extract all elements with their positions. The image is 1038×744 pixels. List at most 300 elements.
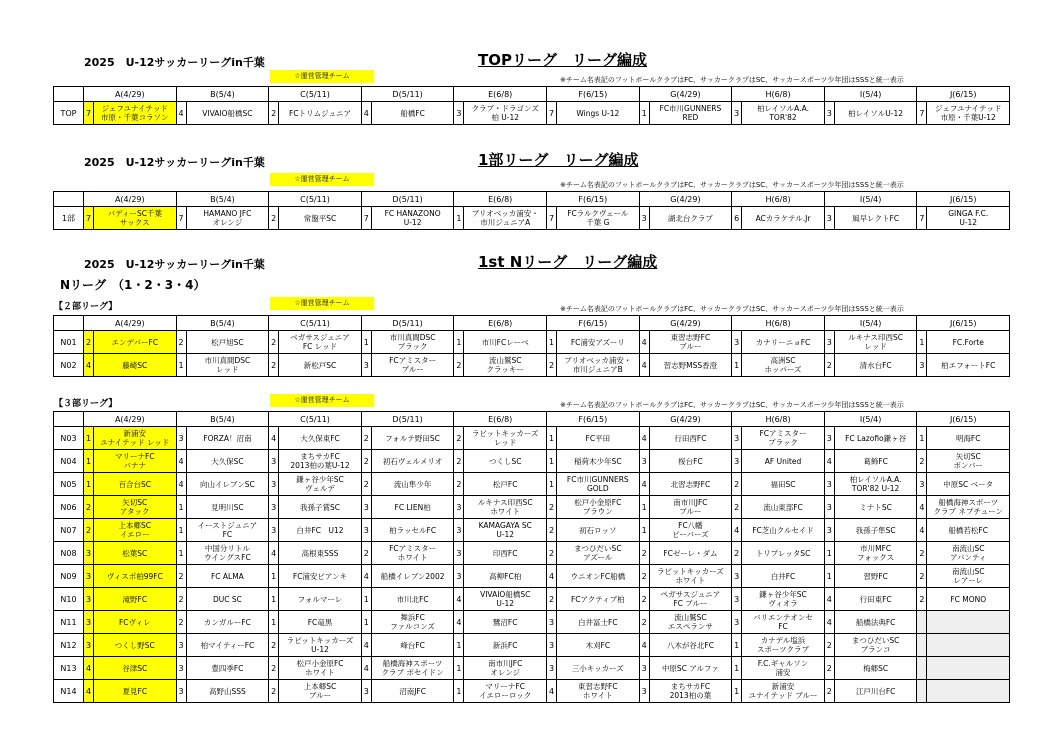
- team-name: 習志野MSS香澄: [649, 354, 732, 377]
- team-number: 1: [454, 331, 464, 354]
- team-name: 湖北台クラブ: [649, 207, 732, 230]
- team-number: 2: [269, 354, 279, 377]
- team-name: FC市川GUNNERS RED: [649, 102, 732, 125]
- note-div3: ※チーム名表記のフットボールクラブはFC、サッカークラブはSC、サッカースポーツ少年団はSSSと統一表示: [560, 401, 904, 409]
- team-number: 2: [732, 496, 742, 519]
- team-number: 3: [547, 634, 557, 657]
- team-number: 2: [732, 473, 742, 496]
- team-name: 白井冨士FC: [557, 611, 640, 634]
- team-name: FCラルクヴェール 千葉 G: [557, 207, 640, 230]
- team-name: HAMANO JFC オレンジ: [186, 207, 269, 230]
- league-title-n: 2025 U-12サッカーリーグin千葉: [84, 258, 265, 271]
- team-name: DUC SC: [186, 588, 269, 611]
- team-name: FC Lazofio鎌ヶ谷: [834, 427, 917, 450]
- team-number: 2: [361, 450, 371, 473]
- team-number: 4: [176, 450, 186, 473]
- team-number: 3: [269, 450, 279, 473]
- team-name: ラビットキッカーズ U-12: [279, 634, 362, 657]
- team-name: F.C.ギャルソン 浦安: [742, 657, 825, 680]
- team-name: 稲荷木少年SC: [557, 450, 640, 473]
- team-name: ジェフユナイテッド 市原・千葉U-12: [927, 102, 1010, 125]
- team-number: 2: [361, 542, 371, 565]
- team-number: 4: [176, 473, 186, 496]
- header-blank-cell: [54, 87, 84, 102]
- team-number: 6: [732, 207, 742, 230]
- header-cell: A(4/29): [84, 316, 177, 331]
- team-name: FC LIEN柏: [371, 496, 454, 519]
- header-cell: E(6/8): [454, 412, 547, 427]
- header-cell: E(6/8): [454, 192, 547, 207]
- team-number: 4: [454, 588, 464, 611]
- team-number: 2: [454, 354, 464, 377]
- team-number: 1: [454, 634, 464, 657]
- team-number: 3: [84, 588, 94, 611]
- team-name: 上本郷SC ブルー: [279, 680, 362, 703]
- team-number: 1: [732, 680, 742, 703]
- team-number: 3: [84, 611, 94, 634]
- team-name: FC竜黒: [279, 611, 362, 634]
- table-row: [54, 565, 1010, 588]
- team-number: 3: [732, 427, 742, 450]
- header-cell: J(6/15): [917, 412, 1010, 427]
- team-name: 峰台FC: [371, 634, 454, 657]
- team-number: 2: [269, 331, 279, 354]
- team-number: 1: [269, 565, 279, 588]
- header-cell: H(6/8): [732, 192, 825, 207]
- team-number: 4: [269, 427, 279, 450]
- team-number: 3: [732, 331, 742, 354]
- team-name: 初石ヴェルメリオ: [371, 450, 454, 473]
- div2-label: 【２部リーグ】: [54, 302, 118, 312]
- team-name: ジェフユナイテッド 市原・千葉コラソン: [94, 102, 177, 125]
- team-number: 3: [732, 450, 742, 473]
- team-number: 1: [824, 542, 834, 565]
- team-number: [917, 680, 927, 703]
- header-cell: D(5/11): [361, 412, 454, 427]
- team-number: 7: [84, 102, 94, 125]
- team-number: 1: [361, 588, 371, 611]
- team-number: 3: [454, 519, 464, 542]
- team-name: GINGA F.C. U-12: [927, 207, 1010, 230]
- league-title-div1: 2025 U-12サッカーリーグin千葉: [84, 156, 265, 169]
- team-number: 3: [824, 102, 834, 125]
- team-name: 松戸旭SC: [186, 331, 269, 354]
- header-cell: J(6/15): [917, 192, 1010, 207]
- table-row: [54, 519, 1010, 542]
- team-number: 2: [269, 102, 279, 125]
- header-cell: B(5/4): [176, 87, 269, 102]
- team-name: [927, 611, 1010, 634]
- team-name: 初石ロッソ: [557, 519, 640, 542]
- team-number: 3: [84, 634, 94, 657]
- team-number: 2: [269, 634, 279, 657]
- n-league-heading: 1st Nリーグ リーグ編成: [478, 253, 658, 271]
- team-number: 3: [361, 354, 371, 377]
- team-number: 4: [917, 519, 927, 542]
- header-cell: I(5/4): [824, 87, 917, 102]
- team-number: 4: [361, 634, 371, 657]
- team-number: 2: [361, 473, 371, 496]
- team-name: 風早レクトFC: [834, 207, 917, 230]
- team-name: FC浦安ビアンキ: [279, 565, 362, 588]
- team-number: 7: [84, 207, 94, 230]
- team-name: 木刈FC: [557, 634, 640, 657]
- team-number: 4: [361, 102, 371, 125]
- team-number: 4: [639, 427, 649, 450]
- team-name: 百合台SC: [94, 473, 177, 496]
- team-number: 3: [454, 102, 464, 125]
- team-name: 葛飾FC: [834, 450, 917, 473]
- team-number: 2: [84, 496, 94, 519]
- team-number: 2: [917, 588, 927, 611]
- team-number: 2: [917, 565, 927, 588]
- team-name: 北習志野FC: [649, 473, 732, 496]
- team-name: 明海FC: [927, 427, 1010, 450]
- team-name: 矢切SC ボンバー: [927, 450, 1010, 473]
- team-number: 2: [732, 542, 742, 565]
- team-name: FCアミスター ホワイト: [371, 542, 454, 565]
- team-number: 3: [917, 354, 927, 377]
- team-name: つくしSC: [464, 450, 547, 473]
- team-name: 柏エフォートFC: [927, 354, 1010, 377]
- team-name: ACカラケテル.Jr: [742, 207, 825, 230]
- team-name: まつひだいSC アズール: [557, 542, 640, 565]
- team-name: 高野山SSS: [186, 680, 269, 703]
- top-league-heading: TOPリーグ リーグ編成: [478, 51, 647, 69]
- team-number: 4: [84, 657, 94, 680]
- team-number: 2: [547, 496, 557, 519]
- team-number: 3: [732, 102, 742, 125]
- team-number: 2: [84, 331, 94, 354]
- team-number: 7: [917, 207, 927, 230]
- row-label: N06: [54, 496, 84, 519]
- team-number: 1: [547, 427, 557, 450]
- team-number: 7: [547, 102, 557, 125]
- team-name: 鎌ヶ谷少年SC ヴェルデ: [279, 473, 362, 496]
- table-row: [54, 354, 1010, 377]
- team-number: 3: [84, 542, 94, 565]
- team-name: ラビットキッカーズ レッド: [464, 427, 547, 450]
- team-number: 2: [639, 542, 649, 565]
- header-cell: J(6/15): [917, 87, 1010, 102]
- team-name: 新浜FC: [464, 634, 547, 657]
- row-label: N03: [54, 427, 84, 450]
- team-name: ブリオベッカ浦安・ 市川ジュニアA: [464, 207, 547, 230]
- team-number: 2: [176, 588, 186, 611]
- table-row: [54, 473, 1010, 496]
- team-name: 梅郷SC: [834, 657, 917, 680]
- league-title-top: 2025 U-12サッカーリーグin千葉: [84, 56, 265, 69]
- table-row: [54, 331, 1010, 354]
- team-number: 3: [824, 473, 834, 496]
- team-number: 4: [84, 354, 94, 377]
- team-number: 4: [547, 565, 557, 588]
- team-name: カンガルーFC: [186, 611, 269, 634]
- unei-label-div3: ☆運営管理チーム: [270, 394, 374, 407]
- team-number: 2: [639, 565, 649, 588]
- div1-league-table: [53, 191, 1010, 230]
- header-blank-cell: [54, 412, 84, 427]
- team-number: 2: [454, 427, 464, 450]
- team-number: 1: [84, 427, 94, 450]
- header-cell: B(5/4): [176, 316, 269, 331]
- div2-league-table: [53, 315, 1010, 377]
- team-number: 3: [361, 680, 371, 703]
- team-number: 4: [639, 354, 649, 377]
- header-cell: I(5/4): [824, 412, 917, 427]
- team-number: 3: [269, 496, 279, 519]
- team-name: 南流山SC アバンティ: [927, 542, 1010, 565]
- team-name: 市川北FC: [371, 588, 454, 611]
- team-name: 新松戸SC: [279, 354, 362, 377]
- team-number: 2: [639, 611, 649, 634]
- table-row: [54, 657, 1010, 680]
- team-name: ペガサスジュニア FC ブルー: [649, 588, 732, 611]
- n-league-subtitle: Nリーグ （1・2・3・4）: [60, 278, 206, 292]
- team-number: 2: [361, 427, 371, 450]
- team-number: 3: [917, 473, 927, 496]
- team-name: 南市川JFC ブルー: [649, 496, 732, 519]
- team-number: 2: [454, 473, 464, 496]
- team-name: FC ALMA: [186, 565, 269, 588]
- team-name: FCゼーレ・ダム: [649, 542, 732, 565]
- note-div1: ※チーム名表記のフットボールクラブはFC、サッカークラブはSC、サッカースポーツ少年団はSSSと統一表示: [560, 181, 904, 189]
- team-name: ルキナス印西SC ホワイト: [464, 496, 547, 519]
- team-number: 3: [269, 473, 279, 496]
- team-name: 沼南JFC: [371, 680, 454, 703]
- team-number: 3: [176, 657, 186, 680]
- team-name: 松戸小金原FC ブラウン: [557, 496, 640, 519]
- team-number: 4: [84, 680, 94, 703]
- team-name: FC八幡 ビーバーズ: [649, 519, 732, 542]
- team-name: エンデバーFC: [94, 331, 177, 354]
- div1-league-heading: 1部リーグ リーグ編成: [478, 151, 639, 169]
- header-cell: A(4/29): [84, 412, 177, 427]
- row-label: N04: [54, 450, 84, 473]
- team-name: まつひだいSC ブランコ: [834, 634, 917, 657]
- team-number: 4: [639, 331, 649, 354]
- team-number: 1: [176, 519, 186, 542]
- team-name: 中原SC ベータ: [927, 473, 1010, 496]
- team-number: 3: [639, 657, 649, 680]
- team-name: 藤崎SC: [94, 354, 177, 377]
- team-number: 1: [547, 331, 557, 354]
- team-name: FC芝山クルセイド: [742, 519, 825, 542]
- team-number: 4: [454, 611, 464, 634]
- table-row: [54, 680, 1010, 703]
- team-name: クラブ・ドラゴンズ 柏 U-12: [464, 102, 547, 125]
- team-name: 習野FC: [834, 565, 917, 588]
- team-number: 4: [361, 565, 371, 588]
- team-number: 1: [454, 207, 464, 230]
- header-cell: C(5/11): [269, 316, 362, 331]
- team-number: 7: [361, 207, 371, 230]
- team-name: ウニオンFC船橋: [557, 565, 640, 588]
- team-name: 東習志野FC ホワイト: [557, 680, 640, 703]
- team-name: FC MONO: [927, 588, 1010, 611]
- team-name: 夏見FC: [94, 680, 177, 703]
- team-name: 柏ラッセルFC: [371, 519, 454, 542]
- header-cell: J(6/15): [917, 316, 1010, 331]
- team-number: 1: [824, 565, 834, 588]
- team-number: 3: [547, 611, 557, 634]
- row-label: 1部: [54, 207, 84, 230]
- team-name: VIVAIO船橋SC: [186, 102, 269, 125]
- team-name: 松戸FC: [464, 473, 547, 496]
- team-number: 3: [547, 657, 557, 680]
- team-name: 福田SC: [742, 473, 825, 496]
- team-name: 新浦安 ユナイテッド レッド: [94, 427, 177, 450]
- team-number: 1: [269, 588, 279, 611]
- header-cell: C(5/11): [269, 412, 362, 427]
- header-cell: B(5/4): [176, 412, 269, 427]
- team-number: 2: [269, 680, 279, 703]
- header-cell: D(5/11): [361, 87, 454, 102]
- team-number: 1: [84, 450, 94, 473]
- team-number: 1: [269, 611, 279, 634]
- team-name: 白井FC: [742, 565, 825, 588]
- row-label: TOP: [54, 102, 84, 125]
- note-div2: ※チーム名表記のフットボールクラブはFC、サッカークラブはSC、サッカースポーツ少年団はSSSと統一表示: [560, 305, 904, 313]
- team-name: イーストジュニア FC: [186, 519, 269, 542]
- unei-label-div1: ☆運営管理チーム: [270, 173, 374, 186]
- header-cell: F(6/15): [547, 87, 640, 102]
- header-cell: D(5/11): [361, 316, 454, 331]
- team-number: 4: [547, 680, 557, 703]
- team-name: マリーナFC イエローロック: [464, 680, 547, 703]
- note-top: ※チーム名表記のフットボールクラブはFC、サッカークラブはSC、サッカースポーツ少年団はSSSと統一表示: [560, 76, 904, 84]
- team-number: 3: [176, 427, 186, 450]
- team-number: 1: [84, 473, 94, 496]
- team-name: つくし野SC: [94, 634, 177, 657]
- top-league-table: [53, 86, 1010, 125]
- team-number: 1: [639, 102, 649, 125]
- team-name: FC平田: [557, 427, 640, 450]
- team-name: 船橋イレブン2002: [371, 565, 454, 588]
- team-name: 向山イレブンSC: [186, 473, 269, 496]
- header-cell: G(4/29): [639, 412, 732, 427]
- header-cell: E(6/8): [454, 87, 547, 102]
- team-name: FC HANAZONO U-12: [371, 207, 454, 230]
- team-name: 高根東SSS: [279, 542, 362, 565]
- row-label: N07: [54, 519, 84, 542]
- team-name: 松戸小金原FC ホワイト: [279, 657, 362, 680]
- header-cell: C(5/11): [269, 87, 362, 102]
- team-name: FC市川GUNNERS GOLD: [557, 473, 640, 496]
- team-name: VIVAIO船橋SC U-12: [464, 588, 547, 611]
- team-name: 南市川JFC オレンジ: [464, 657, 547, 680]
- team-number: 1: [176, 496, 186, 519]
- row-label: N01: [54, 331, 84, 354]
- team-name: 中原SC アルファ: [649, 657, 732, 680]
- team-name: [927, 657, 1010, 680]
- team-number: 2: [176, 331, 186, 354]
- header-cell: G(4/29): [639, 316, 732, 331]
- team-name: 江戸川台FC: [834, 680, 917, 703]
- team-name: 船橋若松FC: [927, 519, 1010, 542]
- team-number: 2: [917, 450, 927, 473]
- team-number: 4: [917, 496, 927, 519]
- unei-label-top: ☆運営管理チーム: [270, 70, 374, 83]
- team-name: 中国分リトル ウイングスFC: [186, 542, 269, 565]
- team-name: 行田西FC: [649, 427, 732, 450]
- team-name: フォルテ野田SC: [371, 427, 454, 450]
- team-number: 3: [361, 519, 371, 542]
- team-number: 4: [824, 450, 834, 473]
- team-name: 船橋法典FC: [834, 611, 917, 634]
- team-name: 大久保SC: [186, 450, 269, 473]
- table-row: [54, 496, 1010, 519]
- team-number: 3: [824, 207, 834, 230]
- team-number: 1: [732, 657, 742, 680]
- team-number: 3: [361, 496, 371, 519]
- team-number: 7: [547, 207, 557, 230]
- team-name: 三小キッカーズ: [557, 657, 640, 680]
- team-name: 鎌ヶ谷少年SC ヴィオラ: [742, 588, 825, 611]
- team-number: 4: [269, 542, 279, 565]
- team-number: 2: [547, 588, 557, 611]
- team-number: 3: [639, 680, 649, 703]
- team-name: FCヴィレ: [94, 611, 177, 634]
- team-name: [927, 680, 1010, 703]
- team-number: 4: [639, 473, 649, 496]
- header-cell: F(6/15): [547, 316, 640, 331]
- team-name: 流山隼少年: [371, 473, 454, 496]
- team-name: FCトリムジュニア: [279, 102, 362, 125]
- team-name: FC.Forte: [927, 331, 1010, 354]
- team-number: [917, 634, 927, 657]
- team-name: ヴィスポ柏99FC: [94, 565, 177, 588]
- team-name: 流山鷲SC エスペランサ: [649, 611, 732, 634]
- team-number: 4: [824, 588, 834, 611]
- team-number: 3: [824, 496, 834, 519]
- team-name: フォルマーレ: [279, 588, 362, 611]
- team-number: 3: [176, 634, 186, 657]
- row-label: N08: [54, 542, 84, 565]
- team-number: 3: [824, 519, 834, 542]
- team-name: 新浦安 ユナイテッド ブルー: [742, 680, 825, 703]
- team-number: [917, 657, 927, 680]
- header-cell: F(6/15): [547, 192, 640, 207]
- team-number: 2: [824, 680, 834, 703]
- team-name: バディーSC千葉 サックス: [94, 207, 177, 230]
- team-name: 我孫子隼SC: [834, 519, 917, 542]
- team-number: 1: [176, 542, 186, 565]
- table-row: [54, 207, 1010, 230]
- team-name: 市川FCレーベ: [464, 331, 547, 354]
- team-name: カナリーニョFC: [742, 331, 825, 354]
- team-name: 船橋FC: [371, 102, 454, 125]
- team-number: 3: [176, 680, 186, 703]
- team-name: 行田東FC: [834, 588, 917, 611]
- team-number: 2: [824, 354, 834, 377]
- row-label: N11: [54, 611, 84, 634]
- team-name: 市川MFC フォックス: [834, 542, 917, 565]
- team-name: 桜台FC: [649, 450, 732, 473]
- team-name: KAMAGAYA SC U-12: [464, 519, 547, 542]
- team-name: 流山鷲SC クラッキー: [464, 354, 547, 377]
- team-number: 2: [176, 565, 186, 588]
- team-number: 7: [917, 102, 927, 125]
- team-name: 見明川SC: [186, 496, 269, 519]
- table-row: [54, 542, 1010, 565]
- team-number: 1: [361, 611, 371, 634]
- team-name: 常盤平SC: [279, 207, 362, 230]
- header-cell: E(6/8): [454, 316, 547, 331]
- team-name: 南流山SC レアーレ: [927, 565, 1010, 588]
- team-name: ベガサスジュニア FC レッド: [279, 331, 362, 354]
- team-number: 3: [732, 588, 742, 611]
